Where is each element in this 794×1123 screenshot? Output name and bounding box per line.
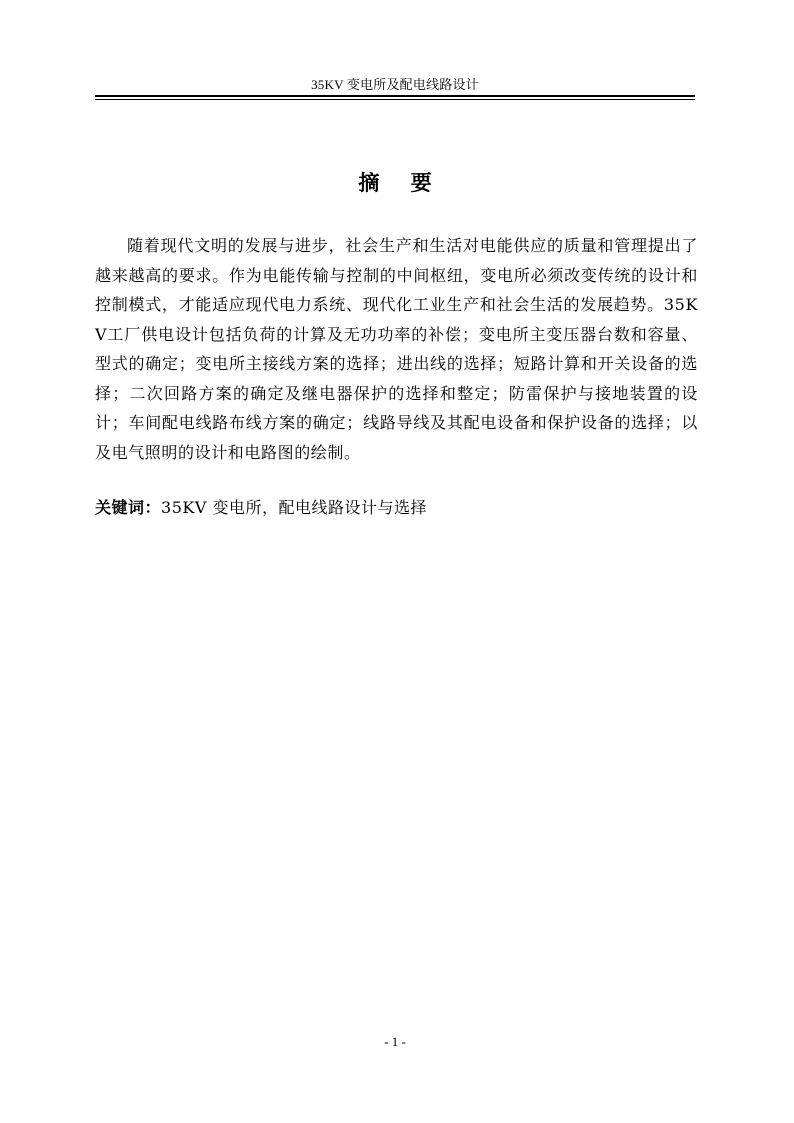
keywords-label: 关键词： — [95, 498, 162, 517]
header-rule-thick — [95, 95, 695, 97]
keywords-value: 35KV 变电所，配电线路设计与选择 — [161, 498, 427, 517]
keywords-line — [95, 495, 698, 521]
abstract-heading: 摘 要 — [358, 170, 444, 195]
header-rule-thin — [95, 99, 695, 100]
page-number: - 1 - — [384, 1034, 406, 1049]
running-header-title: 35KV 变电所及配电线路设计 — [311, 77, 479, 92]
abstract-paragraph: 随着现代文明的发展与进步，社会生产和生活对电能供应的质量和管理提出了越来越高的要求。作为电能传输与控制的中间枢纽，变电所必须改变传统的设计和控制模式，才能适应现代电力系统、现代化工业生产和社会生活的发展趋势。35KV工厂供电设计包括负荷的计算及无功功率的补偿；变电所主变压器台数和容量、型式的确定；变电所主接线方案的选择；进出线的选择；短路计算和开关设备的选择；二次回路方案的确定及继电器保护的选择和整定；防雷保护与接地装置的设计；车间配电线路布线方案的确定；线路导线及其配电设备和保护设备的选择；以及电气照明的设计和电路图的绘制。 — [95, 236, 698, 462]
